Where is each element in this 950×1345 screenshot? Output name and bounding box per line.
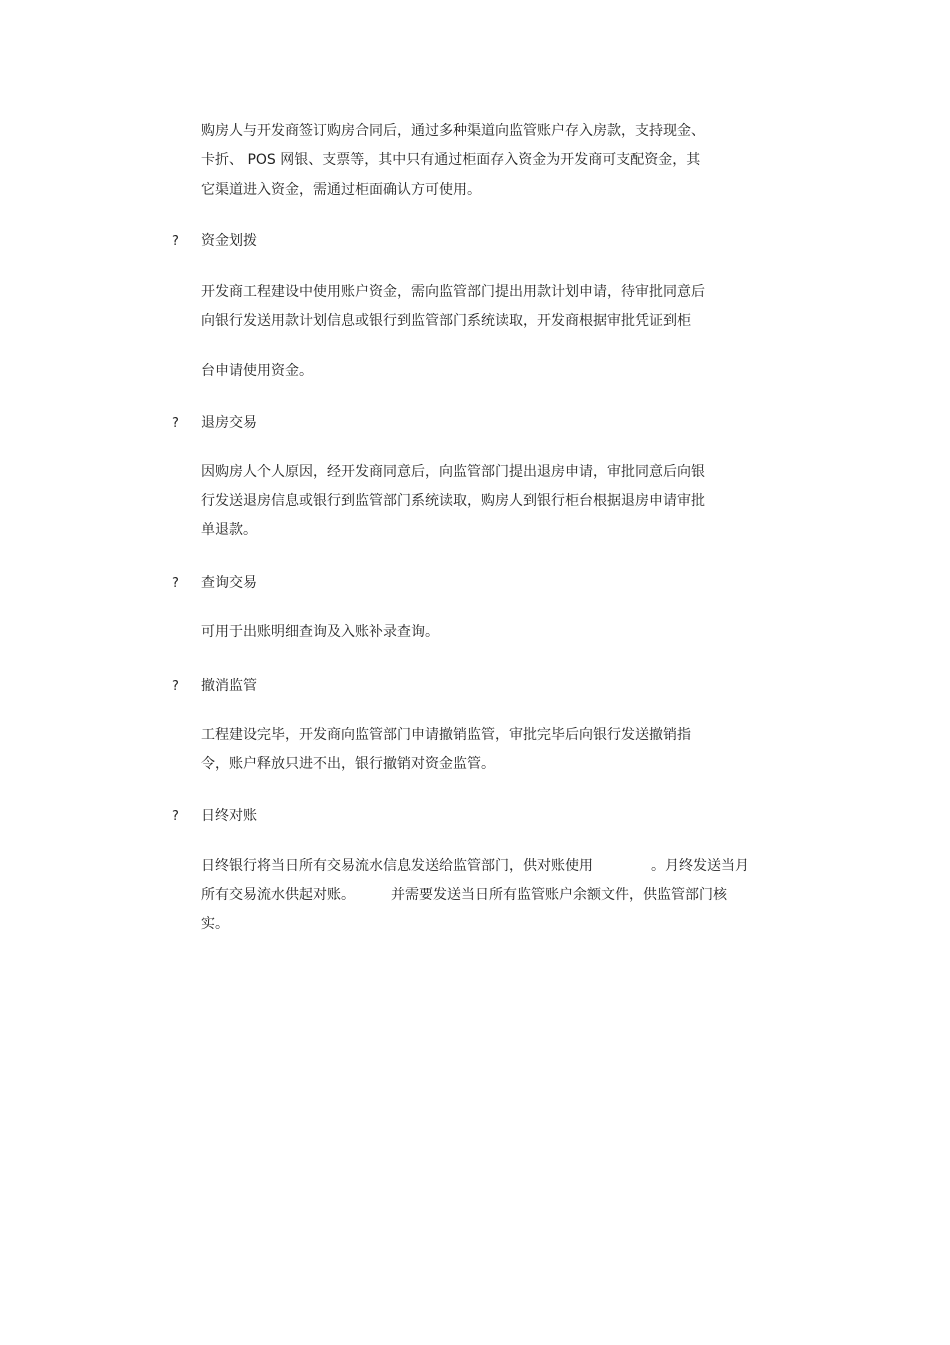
intro-line-1: 购房人与开发商签订购房合同后，通过多种渠道向监管账户存入房款，支持现金、	[201, 123, 705, 139]
section-5-bullet: ?	[172, 809, 179, 824]
section-1-bullet: ?	[172, 234, 179, 249]
section-5-line-2-part-b: 并需要发送当日所有监管账户余额文件，供监管部门核	[391, 887, 727, 903]
section-2-bullet: ?	[172, 416, 179, 431]
section-2-line-3: 单退款。	[201, 522, 257, 538]
section-3-title: 查询交易	[201, 575, 257, 591]
intro-line-3: 它渠道进入资金，需通过柜面确认方可使用。	[201, 182, 481, 198]
section-3-line-1: 可用于出账明细查询及入账补录查询。	[201, 624, 439, 640]
section-3-bullet: ?	[172, 576, 179, 591]
section-4-line-1: 工程建设完毕，开发商向监管部门申请撤销监管，审批完毕后向银行发送撤销指	[201, 727, 691, 743]
section-1-line-2: 向银行发送用款计划信息或银行到监管部门系统读取，开发商根据审批凭证到柜	[201, 313, 691, 329]
section-2-line-1: 因购房人个人原因，经开发商同意后，向监管部门提出退房申请，审批同意后向银	[201, 464, 705, 480]
section-4-bullet: ?	[172, 679, 179, 694]
intro-line-2: 卡折、 POS 网银、支票等，其中只有通过柜面存入资金为开发商可支配资金，其	[201, 152, 701, 168]
section-1-line-1: 开发商工程建设中使用账户资金，需向监管部门提出用款计划申请，待审批同意后	[201, 284, 705, 300]
section-5-line-1-part-b: 。月终发送当月	[651, 858, 749, 874]
section-5-title: 日终对账	[201, 808, 257, 824]
section-5-line-2	[201, 885, 727, 905]
section-5-line-2-part-a: 所有交易流水供起对账。	[201, 887, 355, 903]
section-1-title: 资金划拨	[201, 233, 257, 249]
section-2-line-2: 行发送退房信息或银行到监管部门系统读取，购房人到银行柜台根据退房申请审批	[201, 493, 705, 509]
section-4-title: 撤消监管	[201, 678, 257, 694]
section-4-line-2: 令，账户释放只进不出，银行撤销对资金监管。	[201, 756, 495, 772]
section-1-line-3: 台申请使用资金。	[201, 363, 313, 379]
section-5-line-1-part-a: 日终银行将当日所有交易流水信息发送给监管部门，供对账使用	[201, 858, 593, 874]
section-2-title: 退房交易	[201, 415, 257, 431]
section-5-line-3: 实。	[201, 916, 229, 932]
section-5-line-1	[201, 856, 749, 876]
